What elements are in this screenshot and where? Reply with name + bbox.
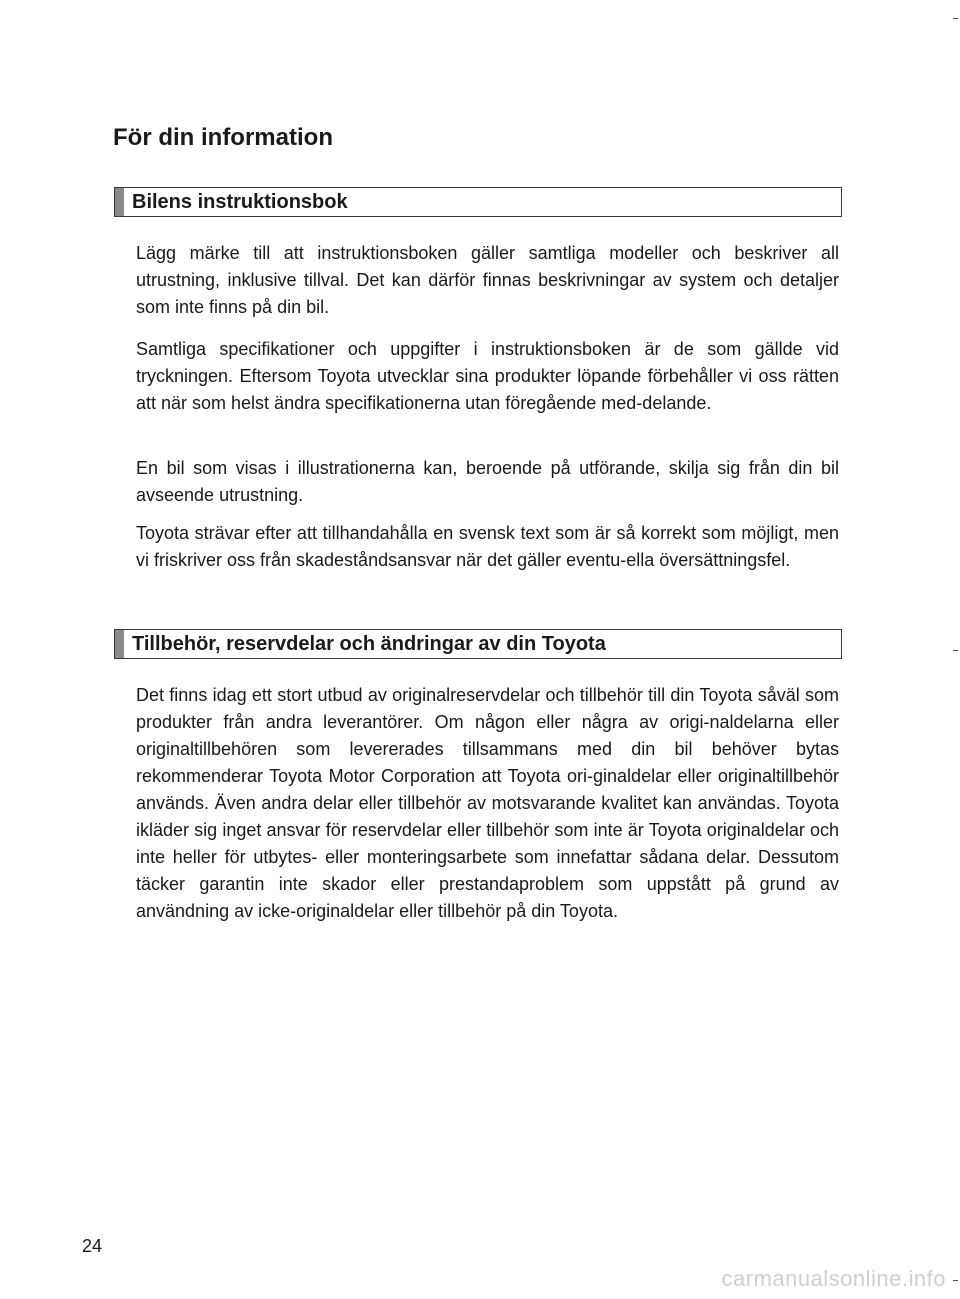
crop-mark (953, 1280, 958, 1281)
page-number: 24 (82, 1236, 103, 1256)
watermark: carmanualsonline.info (721, 1266, 946, 1291)
crop-mark (953, 650, 958, 651)
page-title: För din information (113, 124, 333, 151)
crop-mark (953, 18, 958, 19)
section-header-label: Tillbehör, reservdelar och ändringar av din Toyota (132, 633, 606, 655)
paragraph: Samtliga specifikationer och uppgifter i instruktionsboken är de som gällde vid tryckningen. Eftersom Toyota utvecklar sina produkter löpande förbehåller vi oss rätten att när som helst ändra specifikationerna utan föregående med-delande. (136, 339, 839, 413)
paragraph: Toyota strävar efter att tillhandahålla en svensk text som är så korrekt som möjligt, men vi friskriver oss från skadeståndsansvar när det gäller eventu-ella översättningsfel. (136, 523, 839, 570)
paragraph: Lägg märke till att instruktionsboken gäller samtliga modeller och beskriver all utrustning, inklusive tillval. Det kan därför finnas beskrivningar av system och detaljer som inte finns på din bil. (136, 243, 839, 317)
section-header-instruktionsbok (114, 187, 842, 217)
section-header-label: Bilens instruktionsbok (132, 191, 348, 213)
section-header-bar (115, 188, 124, 216)
section-header-bar (115, 630, 124, 658)
paragraph: En bil som visas i illustrationerna kan, beroende på utförande, skilja sig från din bil avseende utrustning. (136, 458, 839, 505)
paragraph: Det finns idag ett stort utbud av originalreservdelar och tillbehör till din Toyota såväl som produkter från andra leverantörer. Om någon eller några av origi-naldelarna eller originaltillbehören som levererades tillsammans med din bil behöver bytas rekommenderar Toyota Motor Corporation att Toyota ori-ginaldelar eller originaltillbehör används. Även andra delar eller tillbehör av motsvarande kvalitet kan användas. Toyota ikläder sig inget ansvar för reservdelar eller tillbehör som inte är Toyota originaldelar och inte heller för utbytes- eller monteringsarbete som innefattar sådana delar. Dessutom täcker garantin inte skador eller prestandaproblem som uppstått på grund av användning av icke-originaldelar eller tillbehör på din Toyota. (136, 685, 839, 921)
section-header-tillbehor (114, 629, 842, 659)
